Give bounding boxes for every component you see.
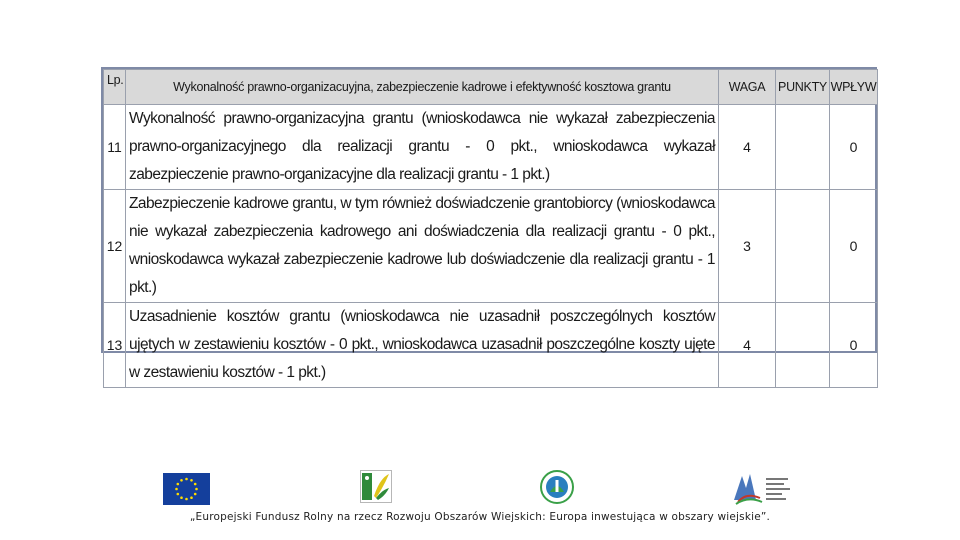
leader-logo-icon (360, 470, 392, 503)
row-wplyw: 0 (830, 190, 878, 303)
row-waga: 4 (719, 303, 776, 388)
table-row (104, 303, 878, 388)
row-description: Wykonalność prawno-organizacyjna grantu (wnioskodawca nie wykazał zabezpieczenia prawno-organizacyjnego dla realizacji grantu - 0 pkt., wnioskodawca wykazał zabezpieczenie prawno-organizacyjne dla realizacji grantu - 1 pkt.) (126, 105, 719, 190)
prow-logo-icon (540, 470, 574, 504)
row-description: Zabezpieczenie kadrowe grantu, w tym również doświadczenie grantobiorcy (wnioskodawca nie wykazał zabezpieczenia kadrowego ani doświadczenia dla realizacji grantu - 0 pkt., wnioskodawca wykazał zabezpieczenie kadrowe lub doświadczenie dla realizacji grantu - 1 pkt.) (126, 190, 719, 303)
header-title: Wykonalność prawno-organizacuyjna, zabezpieczenie kadrowe i efektywność kosztowa grantu (126, 70, 719, 105)
row-lp: 12 (104, 190, 126, 303)
row-description: Uzasadnienie kosztów grantu (wnioskodawca nie uzasadnił poszczególnych kosztów ujętych w zestawieniu kosztów - 0 pkt., wnioskodawca uzasadnił poszczególne koszty ujęte w zestawieniu kosztów - 1 pkt.) (126, 303, 719, 388)
lgd-logo-icon (730, 470, 796, 506)
header-waga: WAGA (719, 70, 776, 105)
header-wplyw: WPŁYW (830, 70, 878, 105)
footer-logos (0, 470, 960, 506)
row-waga: 4 (719, 105, 776, 190)
footer-caption: „Europejski Fundusz Rolny na rzecz Rozwoju Obszarów Wiejskich: Europa inwestująca w obszary wiejskie”. (189, 511, 771, 523)
row-lp: 13 (104, 303, 126, 388)
row-lp: 11 (104, 105, 126, 190)
header-punkty: PUNKTY (776, 70, 830, 105)
row-wplyw: 0 (830, 105, 878, 190)
eu-flag-icon (163, 473, 210, 505)
row-waga: 3 (719, 190, 776, 303)
table-row (104, 105, 878, 190)
row-wplyw: 0 (830, 303, 878, 388)
row-punkty[interactable] (776, 190, 830, 303)
table-row (104, 190, 878, 303)
row-punkty[interactable] (776, 303, 830, 388)
row-punkty[interactable] (776, 105, 830, 190)
criteria-table (103, 69, 878, 388)
header-lp: Lp. (104, 70, 126, 105)
criteria-table-wrapper (101, 67, 877, 381)
table-header-row (104, 70, 878, 105)
